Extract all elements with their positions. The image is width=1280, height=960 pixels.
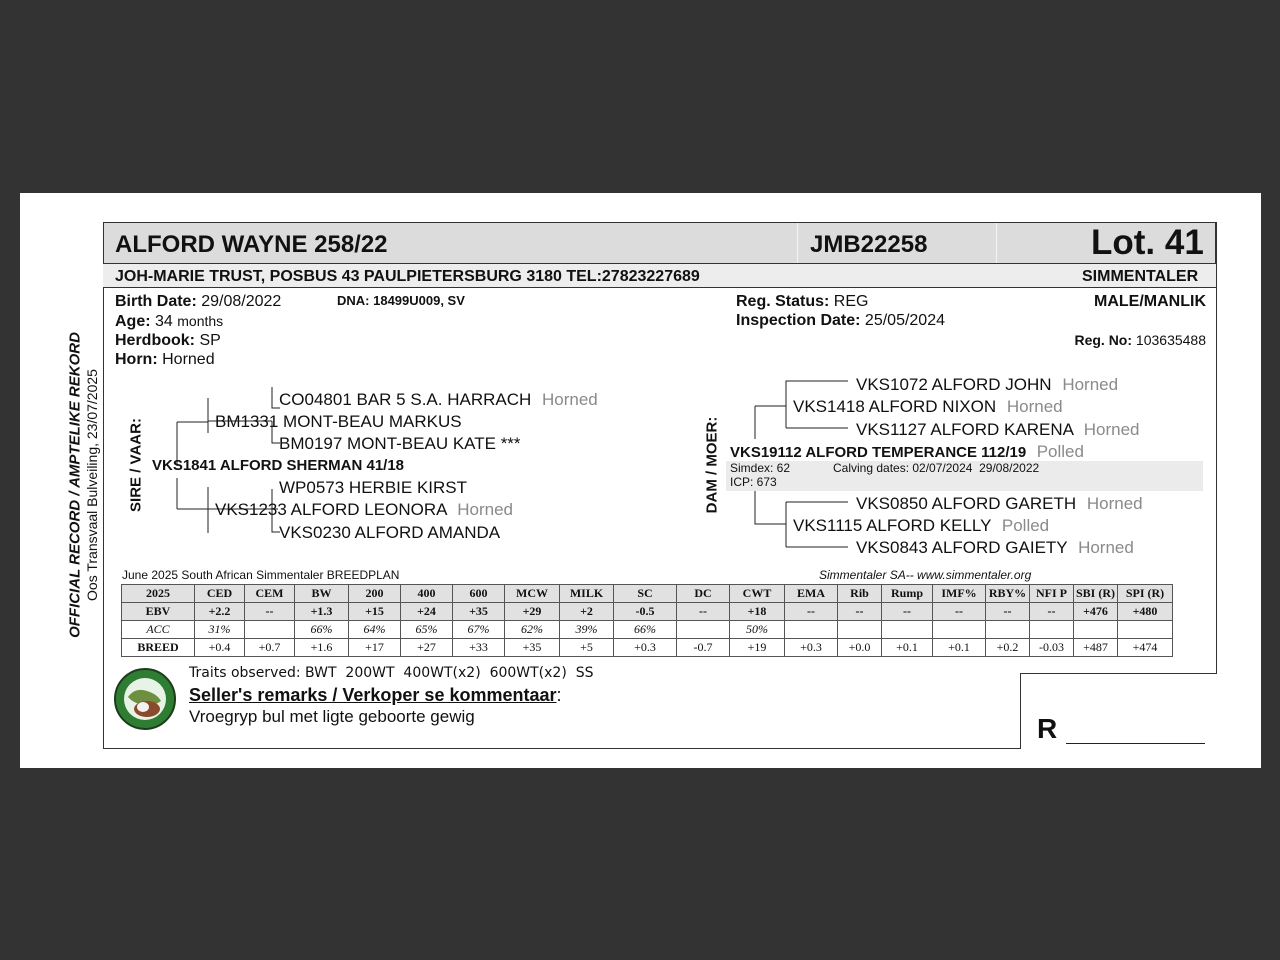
sire-label: SIRE / VAAR:: [127, 418, 145, 512]
traits-observed: Traits observed: BWT 200WT 400WT(x2) 600WT(x2) SS: [189, 665, 594, 681]
table-cell: --: [785, 603, 838, 621]
table-cell: [785, 621, 838, 639]
dam-dam-horn: Polled: [1001, 516, 1050, 535]
table-cell: --: [245, 603, 295, 621]
table-cell: +1.3: [295, 603, 349, 621]
birth-date-value: 29/08/2022: [201, 293, 282, 310]
table-cell: [1118, 621, 1173, 639]
breedplan-caption: June 2025 South African Simmentaler BREEDPLAN: [122, 568, 400, 582]
dam-dam-dam: [856, 538, 1134, 558]
table-cell: +476: [1074, 603, 1118, 621]
dam-sire-sire-name: VKS1072 ALFORD JOHN: [856, 375, 1052, 394]
table-cell: +29: [505, 603, 560, 621]
sire-sire: BM1331 MONT-BEAU MARKUS: [215, 412, 462, 431]
sale-label: Oos Transvaal Bulveiling, 23/07/2025: [84, 369, 100, 601]
age-label: Age:: [115, 313, 151, 330]
breedplan-breed-row: [122, 639, 1173, 657]
breedplan-website: Simmentaler SA-- www.simmentaler.org: [819, 568, 1032, 582]
price-label: R: [1037, 713, 1058, 744]
horn-value: Horned: [162, 351, 215, 368]
dam-dam-sire: [856, 494, 1143, 514]
birth-date-label: Birth Date:: [115, 293, 197, 310]
table-cell: +2: [560, 603, 614, 621]
table-cell: +15: [349, 603, 401, 621]
sire-dam-horn: Horned: [457, 500, 513, 519]
seller-remarks-heading: [189, 685, 562, 706]
sire-dam-sire: WP0573 HERBIE KIRST: [279, 478, 468, 497]
breedplan-header: BW: [295, 585, 349, 603]
breedplan-header: IMF%: [933, 585, 986, 603]
dam-label: DAM / MOER:: [703, 416, 721, 514]
table-cell: -0.5: [614, 603, 677, 621]
breedplan-header: NFI P: [1030, 585, 1074, 603]
table-cell: 66%: [614, 621, 677, 639]
reg-no-label: Reg. No:: [1074, 332, 1133, 348]
breedplan-header: SBI (R): [1074, 585, 1118, 603]
reg-status-label: Reg. Status:: [736, 293, 830, 310]
lot-number: Lot. 41: [1091, 223, 1204, 262]
breedplan-header-row: [122, 585, 1173, 603]
sire-sire-sire-horn: Horned: [542, 390, 598, 409]
animal-name: ALFORD WAYNE 258/22: [115, 231, 388, 258]
breedplan-header: SC: [614, 585, 677, 603]
sire-sire-dam: BM0197 MONT-BEAU KATE ***: [279, 434, 521, 453]
table-cell: --: [986, 603, 1030, 621]
breedplan-header: CWT: [730, 585, 785, 603]
table-cell: --: [677, 603, 730, 621]
age-value: 34: [155, 313, 173, 330]
table-cell: +0.3: [785, 639, 838, 657]
table-cell: +18: [730, 603, 785, 621]
table-cell: 39%: [560, 621, 614, 639]
breedplan-header: CED: [195, 585, 245, 603]
dam-sire-dam: [856, 420, 1140, 440]
table-cell: +0.7: [245, 639, 295, 657]
breedplan-header: 2025: [122, 585, 195, 603]
dam-icp: ICP: 673: [730, 475, 777, 489]
table-cell: +35: [505, 639, 560, 657]
table-cell: +27: [401, 639, 453, 657]
dam-sire-dam-name: VKS1127 ALFORD KARENA: [856, 420, 1074, 439]
table-cell: +19: [730, 639, 785, 657]
table-cell: [933, 621, 986, 639]
table-cell: +0.1: [933, 639, 986, 657]
breed-name: SIMMENTALER: [1082, 268, 1199, 285]
table-cell: +0.2: [986, 639, 1030, 657]
table-cell: -0.7: [677, 639, 730, 657]
table-cell: +487: [1074, 639, 1118, 657]
dam-dam-name: VKS1115 ALFORD KELLY: [793, 516, 992, 535]
table-cell: +0.3: [614, 639, 677, 657]
inspection-value: 25/05/2024: [864, 312, 945, 329]
table-cell: 50%: [730, 621, 785, 639]
frame-notch-v: [1020, 673, 1021, 749]
dam-sire-name: VKS1418 ALFORD NIXON: [793, 397, 997, 416]
sex: MALE/MANLIK: [1094, 293, 1206, 310]
table-cell: --: [838, 603, 882, 621]
breedplan-header: 400: [401, 585, 453, 603]
animal-id-code: JMB22258: [810, 231, 928, 258]
table-cell: +33: [453, 639, 505, 657]
table-cell: +5: [560, 639, 614, 657]
horn-label: Horn:: [115, 351, 158, 368]
sire-dam-name: VKS1233 ALFORD LEONORA: [215, 500, 447, 519]
breedplan-header: SPI (R): [1118, 585, 1173, 603]
table-cell: +0.0: [838, 639, 882, 657]
table-cell: 31%: [195, 621, 245, 639]
sire-sire-sire-name: CO04801 BAR 5 S.A. HARRACH: [279, 390, 532, 409]
table-cell: +480: [1118, 603, 1173, 621]
table-cell: +2.2: [195, 603, 245, 621]
breedplan-table: [121, 584, 1173, 657]
dam-horn: Polled: [1036, 442, 1084, 461]
dam-sire: [793, 397, 1063, 417]
breedplan-ebv-row: [122, 603, 1173, 621]
table-cell: [1074, 621, 1118, 639]
table-cell: [986, 621, 1030, 639]
dam-dam: [793, 516, 1049, 536]
dam-sire-dam-horn: Horned: [1083, 420, 1140, 439]
table-cell: [677, 621, 730, 639]
herdbook-value: SP: [199, 332, 221, 349]
sire-dam-dam: VKS0230 ALFORD AMANDA: [279, 523, 501, 542]
breedplan-header: 600: [453, 585, 505, 603]
catalogue-card: [20, 193, 1261, 768]
table-cell: [1030, 621, 1074, 639]
simmentaler-logo-icon: [113, 667, 177, 731]
table-cell: +35: [453, 603, 505, 621]
seller-remarks-text: Vroegryp bul met ligte geboorte gewig: [189, 707, 475, 726]
table-cell: ACC: [122, 621, 195, 639]
dam-dam-dam-name: VKS0843 ALFORD GAIETY: [856, 538, 1068, 557]
seller-remarks-title: Seller's remarks / Verkoper se kommentaar: [189, 685, 557, 705]
breedplan-header: EMA: [785, 585, 838, 603]
frame-notch-h: [1020, 673, 1217, 674]
table-cell: --: [1030, 603, 1074, 621]
table-cell: 67%: [453, 621, 505, 639]
inspection-label: Inspection Date:: [736, 312, 861, 329]
table-cell: 65%: [401, 621, 453, 639]
breedplan-header: DC: [677, 585, 730, 603]
dam-name: VKS19112 ALFORD TEMPERANCE 112/19: [730, 444, 1027, 461]
price-line: [1066, 743, 1205, 744]
table-cell: --: [933, 603, 986, 621]
dam-sire-horn: Horned: [1006, 397, 1063, 416]
dam-sire-sire: [856, 375, 1118, 395]
table-cell: [838, 621, 882, 639]
table-cell: --: [882, 603, 933, 621]
age-unit: months: [177, 313, 224, 329]
sire-name: VKS1841 ALFORD SHERMAN 41/18: [152, 457, 405, 474]
dam-calving-dates: Calving dates: 02/07/2024 29/08/2022: [833, 461, 1040, 475]
table-cell: 62%: [505, 621, 560, 639]
table-cell: +0.1: [882, 639, 933, 657]
dam-dam-dam-horn: Horned: [1078, 538, 1134, 557]
dam-dam-sire-horn: Horned: [1086, 494, 1143, 513]
table-cell: +17: [349, 639, 401, 657]
table-cell: -0.03: [1030, 639, 1074, 657]
table-cell: 64%: [349, 621, 401, 639]
official-record-label: OFFICIAL RECORD / AMPTELIKE REKORD: [66, 332, 84, 638]
table-cell: +474: [1118, 639, 1173, 657]
reg-status-value: REG: [833, 293, 869, 310]
table-cell: [245, 621, 295, 639]
dam-name-line: [730, 442, 1084, 462]
table-cell: BREED: [122, 639, 195, 657]
table-cell: +24: [401, 603, 453, 621]
breedplan-header: MCW: [505, 585, 560, 603]
seller-remarks-colon: :: [556, 685, 562, 705]
breedplan-header: Rump: [882, 585, 933, 603]
breedplan-acc-row: [122, 621, 1173, 639]
breedplan-header: MILK: [560, 585, 614, 603]
dna-info: DNA: 18499U009, SV: [337, 293, 465, 308]
frame-bottom: [103, 748, 1021, 749]
table-cell: 66%: [295, 621, 349, 639]
breedplan-header: Rib: [838, 585, 882, 603]
table-cell: +0.4: [195, 639, 245, 657]
breedplan-header: RBY%: [986, 585, 1030, 603]
table-cell: [882, 621, 933, 639]
owner-line: JOH-MARIE TRUST, POSBUS 43 PAULPIETERSBURG 3180 TEL:27823227689: [115, 268, 700, 285]
reg-no-value: 103635488: [1135, 332, 1206, 348]
dam-sire-sire-horn: Horned: [1062, 375, 1119, 394]
breedplan-header: CEM: [245, 585, 295, 603]
breedplan-header: 200: [349, 585, 401, 603]
table-cell: EBV: [122, 603, 195, 621]
herdbook-label: Herdbook:: [115, 332, 195, 349]
table-cell: +1.6: [295, 639, 349, 657]
dam-simdex: Simdex: 62: [730, 461, 791, 475]
dam-dam-sire-name: VKS0850 ALFORD GARETH: [856, 494, 1077, 513]
